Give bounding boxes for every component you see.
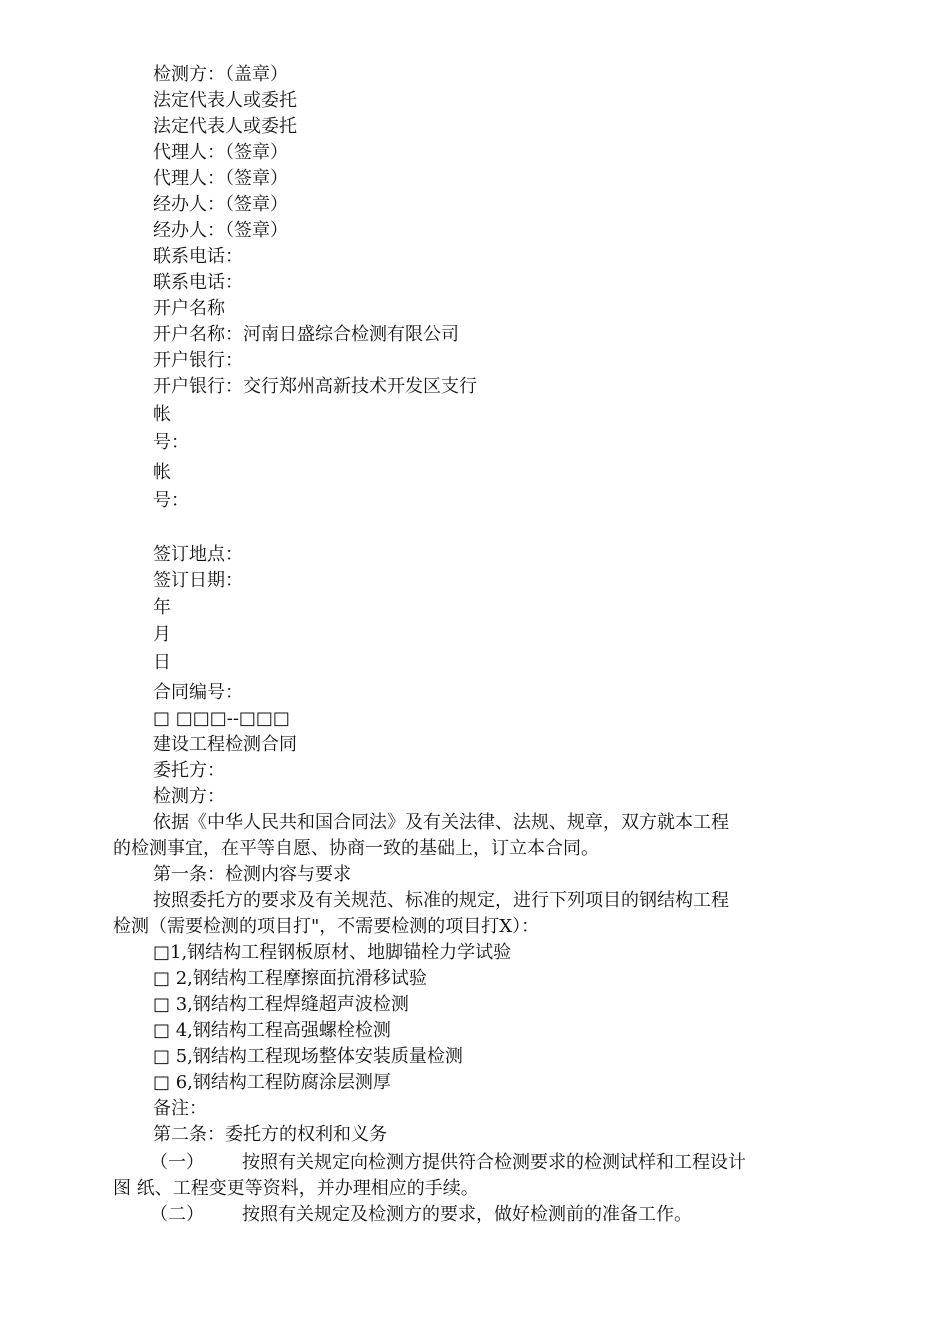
account-no-label: 号： [153,432,189,453]
client-line: 委托方： [153,760,225,781]
account-name-line: 开户名称 [153,298,225,319]
phone-line: 联系电话： [153,272,243,293]
contract-number-label: 合同编号： [153,682,243,703]
legal-rep-line: 法定代表人或委托 [153,90,297,111]
contract-title: 建设工程检测合同 [153,734,297,755]
signing-place-line: 签订地点： [153,544,243,565]
paragraph-requirements-cont: 检测（需要检测的项目打"，不需要检测的项目打X）： [113,916,540,937]
inspector-line: 检测方： [153,786,225,807]
checklist-item-5: □ 5,钢结构工程现场整体安装质量检测 [153,1046,463,1067]
month-label: 月 [153,624,171,645]
account-name-line: 开户名称：河南日盛综合检测有限公司 [153,324,459,345]
clause-2-number: （二） [150,1204,204,1225]
checklist-item-3: □ 3,钢结构工程焊缝超声波检测 [153,994,409,1015]
account-no-label: 帐 [153,462,171,483]
article-2-heading: 第二条：委托方的权利和义务 [153,1124,387,1145]
inspector-seal-line: 检测方：（盖章） [153,64,288,85]
paragraph-requirements: 按照委托方的要求及有关规范、标准的规定，进行下列项目的钢结构工程 [153,890,729,911]
bank-line: 开户银行： [153,350,243,371]
paragraph-basis: 依据《中华人民共和国合同法》及有关法律、法规、规章，双方就本工程 [153,812,729,833]
checklist-item-6: □ 6,钢结构工程防腐涂层测厚 [153,1072,391,1093]
handler-sign-line: 经办人：（签章） [153,194,288,215]
clause-2 [150,1202,692,1228]
clause-1-number: （一） [150,1152,204,1173]
legal-rep-line: 法定代表人或委托 [153,116,297,137]
clause-2-text: 按照有关规定及检测方的要求，做好检测前的准备工作。 [242,1204,692,1225]
remarks-label: 备注： [153,1098,207,1119]
signing-date-line: 签订日期： [153,570,243,591]
checklist-item-4: □ 4,钢结构工程高强螺栓检测 [153,1020,391,1041]
clause-1-cont: 图 纸、工程变更等资料，并办理相应的手续。 [113,1178,479,1199]
paragraph-basis-cont: 的检测事宜，在平等自愿、协商一致的基础上，订立本合同。 [113,838,599,859]
agent-sign-line: 代理人：（签章） [153,142,288,163]
phone-line: 联系电话： [153,246,243,267]
checklist-item-2: □ 2,钢结构工程摩擦面抗滑移试验 [153,968,427,989]
handler-sign-line: 经办人：（签章） [153,220,288,241]
contract-number-boxes: □ □□□--□□□ [153,708,290,729]
agent-sign-line: 代理人：（签章） [153,168,288,189]
clause-1-text: 按照有关规定向检测方提供符合检测要求的检测试样和工程设计 [242,1152,746,1173]
bank-line: 开户银行：交行郑州高新技术开发区支行 [153,376,477,397]
account-no-label: 号： [153,490,189,511]
account-no-label: 帐 [153,404,171,425]
year-label: 年 [153,597,171,618]
day-label: 日 [153,652,171,673]
article-1-heading: 第一条：检测内容与要求 [153,864,351,885]
clause-1 [150,1150,746,1176]
checklist-item-1: □1,钢结构工程钢板原材、地脚锚栓力学试验 [153,942,512,963]
